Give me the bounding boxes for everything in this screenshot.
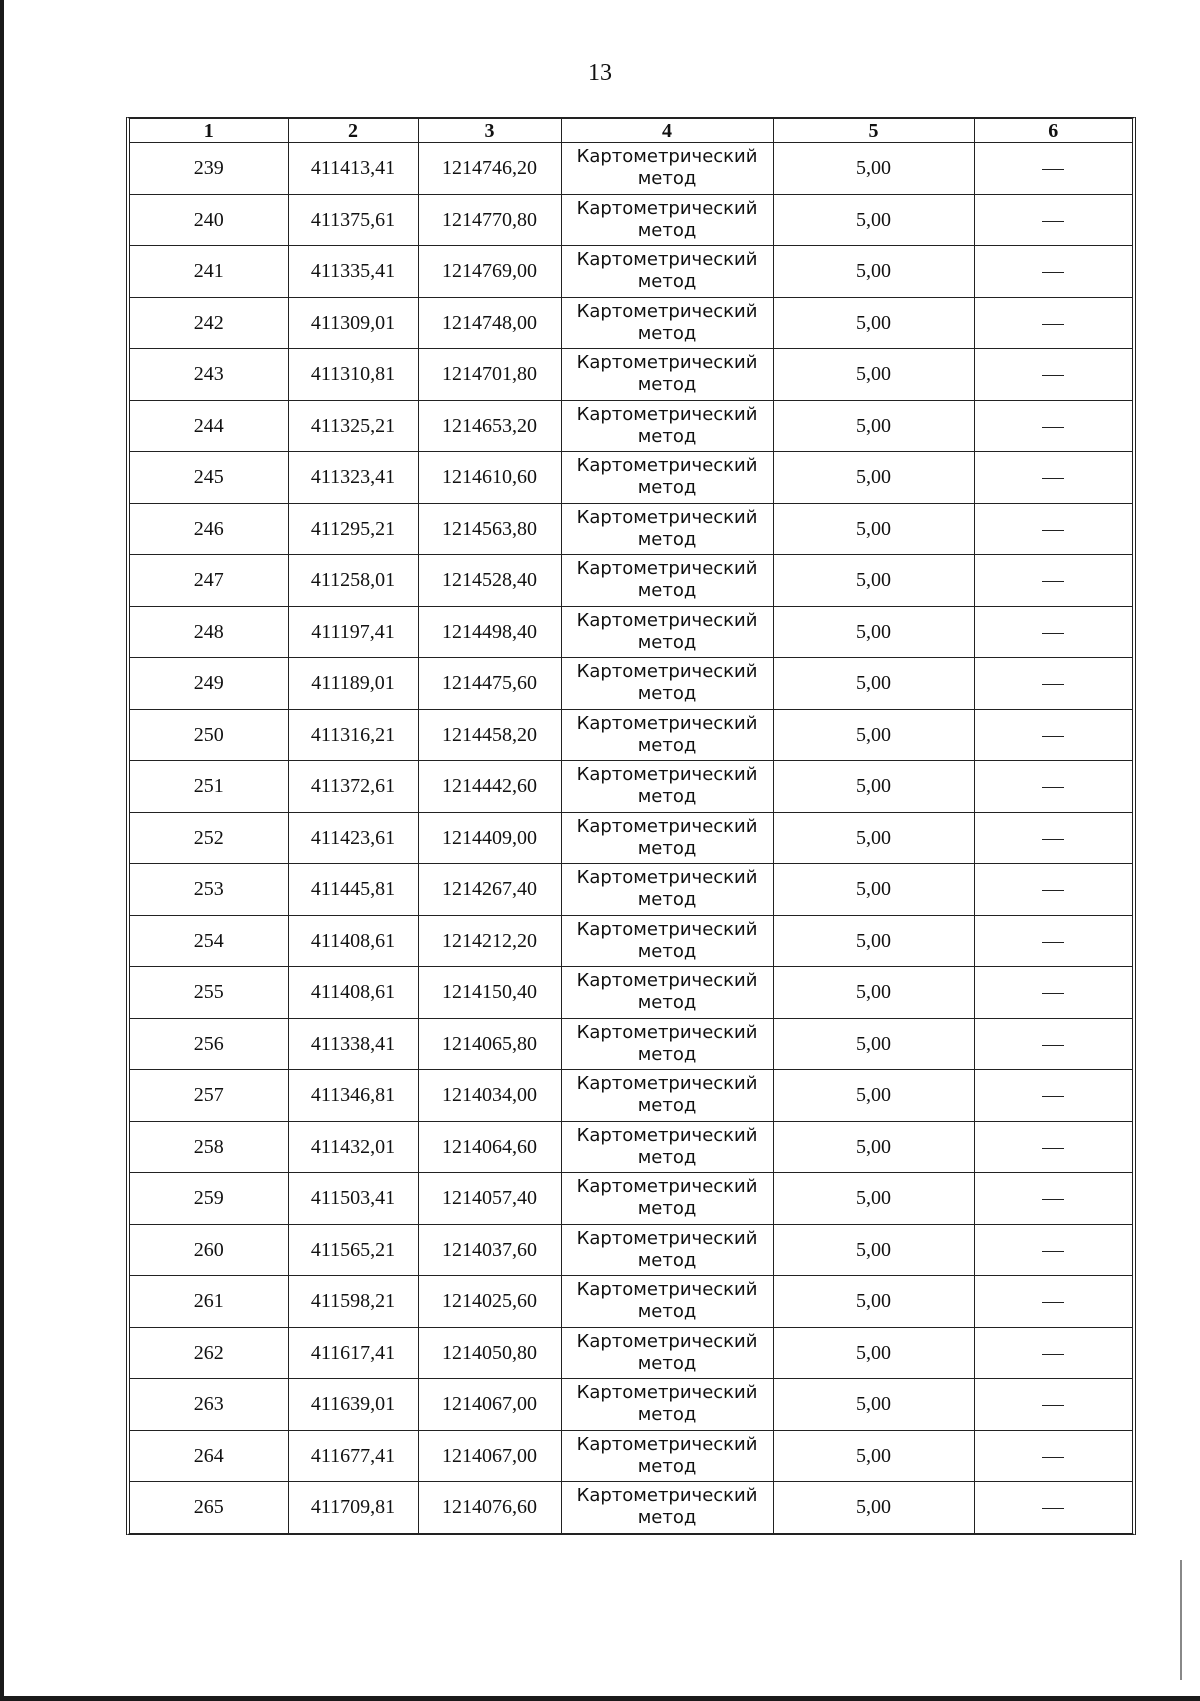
note-cell [974, 400, 1132, 452]
note-cell [974, 1430, 1132, 1482]
accuracy-cell: 5,00 [773, 1276, 974, 1328]
coordinate-y-cell: 1214528,40 [418, 555, 561, 607]
scan-mark [1180, 1560, 1182, 1680]
note-cell [974, 1327, 1132, 1379]
coordinate-x-cell: 411408,61 [288, 967, 418, 1019]
point-number-cell: 263 [130, 1379, 288, 1431]
point-number-cell: 253 [130, 864, 288, 916]
accuracy-cell: 5,00 [773, 194, 974, 246]
method-cell: Картометрический метод [561, 1121, 773, 1173]
point-number-cell: 240 [130, 194, 288, 246]
coordinate-x-cell: 411338,41 [288, 1018, 418, 1070]
note-cell [974, 864, 1132, 916]
coordinate-y-cell: 1214442,60 [418, 761, 561, 813]
coordinate-y-cell: 1214267,40 [418, 864, 561, 916]
coordinate-x-cell: 411295,21 [288, 503, 418, 555]
note-cell [974, 452, 1132, 504]
table-row [130, 297, 1132, 349]
accuracy-cell: 5,00 [773, 297, 974, 349]
coordinate-y-cell: 1214653,20 [418, 400, 561, 452]
coordinate-x-cell: 411709,81 [288, 1482, 418, 1533]
note-cell [974, 812, 1132, 864]
table-row [130, 1482, 1132, 1533]
coordinates-table [126, 117, 1136, 1535]
point-number-cell: 247 [130, 555, 288, 607]
accuracy-cell: 5,00 [773, 1173, 974, 1225]
coordinate-y-cell: 1214770,80 [418, 194, 561, 246]
coordinate-x-cell: 411423,61 [288, 812, 418, 864]
note-cell [974, 915, 1132, 967]
coordinate-x-cell: 411565,21 [288, 1224, 418, 1276]
coordinate-y-cell: 1214034,00 [418, 1070, 561, 1122]
accuracy-cell: 5,00 [773, 400, 974, 452]
note-cell [974, 1379, 1132, 1431]
dash-mark [1042, 993, 1064, 994]
column-header-1: 1 [130, 119, 288, 143]
point-number-cell: 250 [130, 709, 288, 761]
coordinate-y-cell: 1214050,80 [418, 1327, 561, 1379]
dash-mark [1042, 272, 1064, 273]
coordinate-y-cell: 1214769,00 [418, 246, 561, 298]
coordinate-x-cell: 411445,81 [288, 864, 418, 916]
scan-edge-bottom [0, 1696, 1200, 1701]
method-cell: Картометрический метод [561, 1482, 773, 1533]
table-row [130, 658, 1132, 710]
method-cell: Картометрический метод [561, 967, 773, 1019]
table-row [130, 1173, 1132, 1225]
table-row [130, 1327, 1132, 1379]
dash-mark [1042, 787, 1064, 788]
table-row [130, 1121, 1132, 1173]
column-header-2: 2 [288, 119, 418, 143]
method-cell: Картометрический метод [561, 1018, 773, 1070]
coordinate-y-cell: 1214064,60 [418, 1121, 561, 1173]
coordinate-y-cell: 1214748,00 [418, 297, 561, 349]
note-cell [974, 555, 1132, 607]
method-cell: Картометрический метод [561, 452, 773, 504]
coordinate-y-cell: 1214458,20 [418, 709, 561, 761]
point-number-cell: 242 [130, 297, 288, 349]
coordinate-x-cell: 411408,61 [288, 915, 418, 967]
accuracy-cell: 5,00 [773, 658, 974, 710]
method-cell: Картометрический метод [561, 915, 773, 967]
dash-mark [1042, 221, 1064, 222]
dash-mark [1042, 1354, 1064, 1355]
table-row [130, 1018, 1132, 1070]
accuracy-cell: 5,00 [773, 503, 974, 555]
coordinate-y-cell: 1214076,60 [418, 1482, 561, 1533]
coordinate-x-cell: 411325,21 [288, 400, 418, 452]
point-number-cell: 254 [130, 915, 288, 967]
point-number-cell: 264 [130, 1430, 288, 1482]
note-cell [974, 143, 1132, 195]
note-cell [974, 194, 1132, 246]
table-body [130, 143, 1132, 1533]
accuracy-cell: 5,00 [773, 606, 974, 658]
dash-mark [1042, 1405, 1064, 1406]
dash-mark [1042, 1148, 1064, 1149]
point-number-cell: 248 [130, 606, 288, 658]
accuracy-cell: 5,00 [773, 1070, 974, 1122]
table-row [130, 761, 1132, 813]
point-number-cell: 255 [130, 967, 288, 1019]
dash-mark [1042, 581, 1064, 582]
method-cell: Картометрический метод [561, 1379, 773, 1431]
table-row [130, 1430, 1132, 1482]
table-row [130, 349, 1132, 401]
coordinate-y-cell: 1214025,60 [418, 1276, 561, 1328]
note-cell [974, 297, 1132, 349]
dash-mark [1042, 736, 1064, 737]
point-number-cell: 241 [130, 246, 288, 298]
point-number-cell: 257 [130, 1070, 288, 1122]
accuracy-cell: 5,00 [773, 967, 974, 1019]
table-row [130, 606, 1132, 658]
coordinate-y-cell: 1214746,20 [418, 143, 561, 195]
accuracy-cell: 5,00 [773, 1018, 974, 1070]
point-number-cell: 246 [130, 503, 288, 555]
table-row [130, 452, 1132, 504]
point-number-cell: 261 [130, 1276, 288, 1328]
point-number-cell: 265 [130, 1482, 288, 1533]
dash-mark [1042, 1251, 1064, 1252]
coordinate-x-cell: 411432,01 [288, 1121, 418, 1173]
accuracy-cell: 5,00 [773, 246, 974, 298]
method-cell: Картометрический метод [561, 194, 773, 246]
coordinate-x-cell: 411346,81 [288, 1070, 418, 1122]
method-cell: Картометрический метод [561, 864, 773, 916]
point-number-cell: 258 [130, 1121, 288, 1173]
note-cell [974, 246, 1132, 298]
accuracy-cell: 5,00 [773, 555, 974, 607]
note-cell [974, 709, 1132, 761]
dash-mark [1042, 427, 1064, 428]
table-row [130, 864, 1132, 916]
coordinate-x-cell: 411617,41 [288, 1327, 418, 1379]
dash-mark [1042, 530, 1064, 531]
dash-mark [1042, 1457, 1064, 1458]
note-cell [974, 1482, 1132, 1533]
point-number-cell: 245 [130, 452, 288, 504]
point-number-cell: 239 [130, 143, 288, 195]
method-cell: Картометрический метод [561, 1430, 773, 1482]
coordinate-y-cell: 1214563,80 [418, 503, 561, 555]
dash-mark [1042, 1096, 1064, 1097]
table-row [130, 812, 1132, 864]
method-cell: Картометрический метод [561, 503, 773, 555]
coordinate-x-cell: 411258,01 [288, 555, 418, 607]
coordinate-x-cell: 411197,41 [288, 606, 418, 658]
method-cell: Картометрический метод [561, 1173, 773, 1225]
point-number-cell: 243 [130, 349, 288, 401]
accuracy-cell: 5,00 [773, 915, 974, 967]
accuracy-cell: 5,00 [773, 864, 974, 916]
accuracy-cell: 5,00 [773, 1482, 974, 1533]
method-cell: Картометрический метод [561, 709, 773, 761]
coordinate-y-cell: 1214475,60 [418, 658, 561, 710]
note-cell [974, 606, 1132, 658]
note-cell [974, 1121, 1132, 1173]
column-header-3: 3 [418, 119, 561, 143]
coordinate-y-cell: 1214067,00 [418, 1430, 561, 1482]
coordinate-x-cell: 411503,41 [288, 1173, 418, 1225]
coordinate-x-cell: 411677,41 [288, 1430, 418, 1482]
coordinate-x-cell: 411189,01 [288, 658, 418, 710]
note-cell [974, 1276, 1132, 1328]
coordinate-x-cell: 411598,21 [288, 1276, 418, 1328]
coordinate-x-cell: 411375,61 [288, 194, 418, 246]
coordinate-y-cell: 1214498,40 [418, 606, 561, 658]
accuracy-cell: 5,00 [773, 1327, 974, 1379]
method-cell: Картометрический метод [561, 1224, 773, 1276]
coordinate-y-cell: 1214150,40 [418, 967, 561, 1019]
dash-mark [1042, 1508, 1064, 1509]
point-number-cell: 249 [130, 658, 288, 710]
table-row [130, 194, 1132, 246]
point-number-cell: 256 [130, 1018, 288, 1070]
dash-mark [1042, 890, 1064, 891]
column-header-4: 4 [561, 119, 773, 143]
dash-mark [1042, 375, 1064, 376]
method-cell: Картометрический метод [561, 606, 773, 658]
dash-mark [1042, 478, 1064, 479]
method-cell: Картометрический метод [561, 658, 773, 710]
point-number-cell: 260 [130, 1224, 288, 1276]
dash-mark [1042, 684, 1064, 685]
point-number-cell: 251 [130, 761, 288, 813]
accuracy-cell: 5,00 [773, 709, 974, 761]
dash-mark [1042, 324, 1064, 325]
table-header-row [130, 119, 1132, 143]
accuracy-cell: 5,00 [773, 812, 974, 864]
table-row [130, 709, 1132, 761]
table-row [130, 555, 1132, 607]
table-row [130, 143, 1132, 195]
method-cell: Картометрический метод [561, 1070, 773, 1122]
method-cell: Картометрический метод [561, 349, 773, 401]
coordinate-x-cell: 411316,21 [288, 709, 418, 761]
point-number-cell: 244 [130, 400, 288, 452]
dash-mark [1042, 942, 1064, 943]
method-cell: Картометрический метод [561, 812, 773, 864]
note-cell [974, 1070, 1132, 1122]
accuracy-cell: 5,00 [773, 452, 974, 504]
coordinate-x-cell: 411309,01 [288, 297, 418, 349]
coordinate-x-cell: 411310,81 [288, 349, 418, 401]
coordinate-x-cell: 411639,01 [288, 1379, 418, 1431]
accuracy-cell: 5,00 [773, 1121, 974, 1173]
column-header-6: 6 [974, 119, 1132, 143]
method-cell: Картометрический метод [561, 555, 773, 607]
coordinate-y-cell: 1214701,80 [418, 349, 561, 401]
method-cell: Картометрический метод [561, 246, 773, 298]
method-cell: Картометрический метод [561, 761, 773, 813]
coordinate-y-cell: 1214067,00 [418, 1379, 561, 1431]
table-row [130, 246, 1132, 298]
table-row [130, 503, 1132, 555]
method-cell: Картометрический метод [561, 143, 773, 195]
accuracy-cell: 5,00 [773, 761, 974, 813]
coordinate-y-cell: 1214065,80 [418, 1018, 561, 1070]
note-cell [974, 967, 1132, 1019]
table-row [130, 1276, 1132, 1328]
accuracy-cell: 5,00 [773, 349, 974, 401]
method-cell: Картометрический метод [561, 297, 773, 349]
accuracy-cell: 5,00 [773, 143, 974, 195]
dash-mark [1042, 169, 1064, 170]
coordinate-x-cell: 411413,41 [288, 143, 418, 195]
note-cell [974, 761, 1132, 813]
page-number: 13 [588, 60, 612, 86]
dash-mark [1042, 839, 1064, 840]
method-cell: Картометрический метод [561, 1276, 773, 1328]
point-number-cell: 259 [130, 1173, 288, 1225]
table-row [130, 1070, 1132, 1122]
coordinate-y-cell: 1214037,60 [418, 1224, 561, 1276]
point-number-cell: 252 [130, 812, 288, 864]
column-header-5: 5 [773, 119, 974, 143]
coordinate-x-cell: 411372,61 [288, 761, 418, 813]
table-row [130, 400, 1132, 452]
dash-mark [1042, 1302, 1064, 1303]
coordinate-y-cell: 1214057,40 [418, 1173, 561, 1225]
coordinate-y-cell: 1214610,60 [418, 452, 561, 504]
method-cell: Картометрический метод [561, 1327, 773, 1379]
note-cell [974, 503, 1132, 555]
method-cell: Картометрический метод [561, 400, 773, 452]
accuracy-cell: 5,00 [773, 1430, 974, 1482]
note-cell [974, 658, 1132, 710]
dash-mark [1042, 1045, 1064, 1046]
note-cell [974, 1018, 1132, 1070]
coordinate-y-cell: 1214212,20 [418, 915, 561, 967]
note-cell [974, 1173, 1132, 1225]
dash-mark [1042, 633, 1064, 634]
note-cell [974, 349, 1132, 401]
scan-edge-left [0, 0, 4, 1701]
table-row [130, 915, 1132, 967]
table-row [130, 1224, 1132, 1276]
note-cell [974, 1224, 1132, 1276]
point-number-cell: 262 [130, 1327, 288, 1379]
table-row [130, 1379, 1132, 1431]
coordinate-x-cell: 411335,41 [288, 246, 418, 298]
table-row [130, 967, 1132, 1019]
coordinate-y-cell: 1214409,00 [418, 812, 561, 864]
coordinate-x-cell: 411323,41 [288, 452, 418, 504]
dash-mark [1042, 1199, 1064, 1200]
accuracy-cell: 5,00 [773, 1224, 974, 1276]
accuracy-cell: 5,00 [773, 1379, 974, 1431]
